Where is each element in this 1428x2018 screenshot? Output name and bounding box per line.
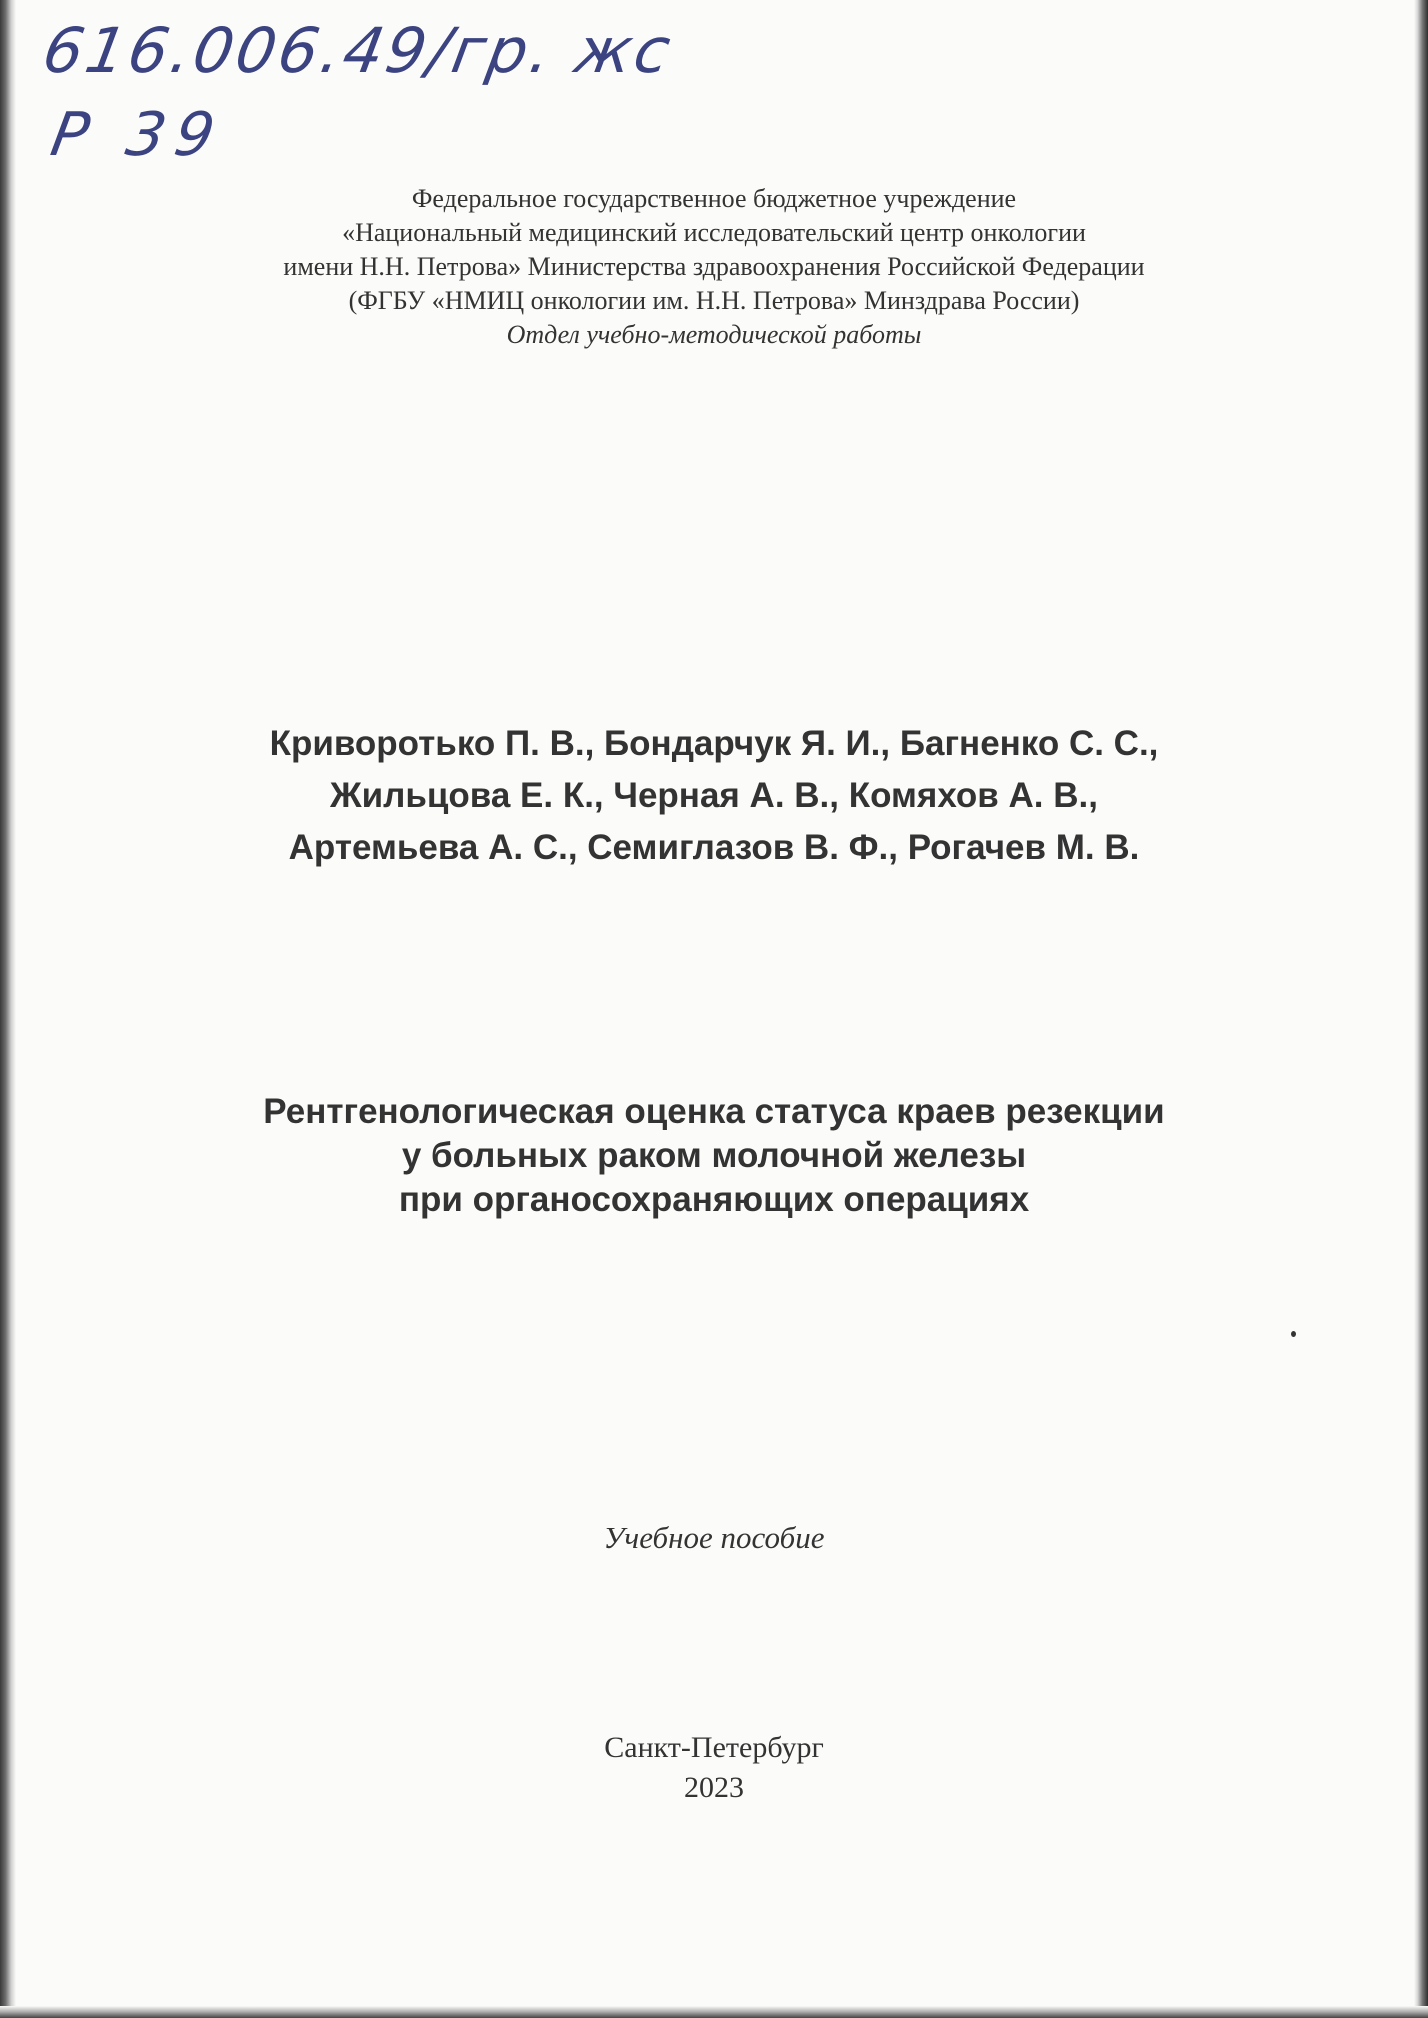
- institution-line: имени Н.Н. Петрова» Министерства здравоохранения Российской Федерации: [283, 252, 1145, 281]
- scan-edge-bottom: [0, 2006, 1428, 2018]
- imprint: [0, 1728, 1428, 1808]
- authors-line: Криворотько П. В., Бондарчук Я. И., Багненко С. С.,: [269, 724, 1159, 763]
- institution-line: (ФГБУ «НМИЦ онкологии им. Н.Н. Петрова» Минздрава России): [348, 286, 1080, 315]
- department-name: Отдел учебно-методической работы: [506, 320, 922, 349]
- authors-line: Жильцова Е. К., Черная А. В., Комяхов А. В.,: [330, 776, 1098, 815]
- authors-list: [0, 718, 1428, 874]
- institution-line: «Национальный медицинский исследовательский центр онкологии: [342, 218, 1086, 247]
- title-line: при органосохраняющих операциях: [398, 1180, 1030, 1219]
- institution-line: Федеральное государственное бюджетное учреждение: [411, 184, 1017, 213]
- scan-speck: [1291, 1331, 1296, 1337]
- handwritten-shelfmark: [37, 8, 679, 178]
- imprint-year: 2023: [684, 1771, 744, 1804]
- imprint-city: Санкт-Петербург: [604, 1731, 824, 1764]
- shelfmark-classification: 616.006.49/гр. жс: [37, 14, 679, 87]
- document-type: Учебное пособие: [603, 1520, 825, 1555]
- institution-header: [0, 182, 1428, 352]
- shelfmark-author-code: Р 39: [45, 100, 230, 170]
- book-title: [0, 1090, 1428, 1222]
- title-line: у больных раком молочной железы: [401, 1136, 1027, 1175]
- title-line: Рентгенологическая оценка статуса краев резекции: [263, 1092, 1165, 1131]
- authors-line: Артемьева А. С., Семиглазов В. Ф., Рогачев М. В.: [288, 828, 1140, 867]
